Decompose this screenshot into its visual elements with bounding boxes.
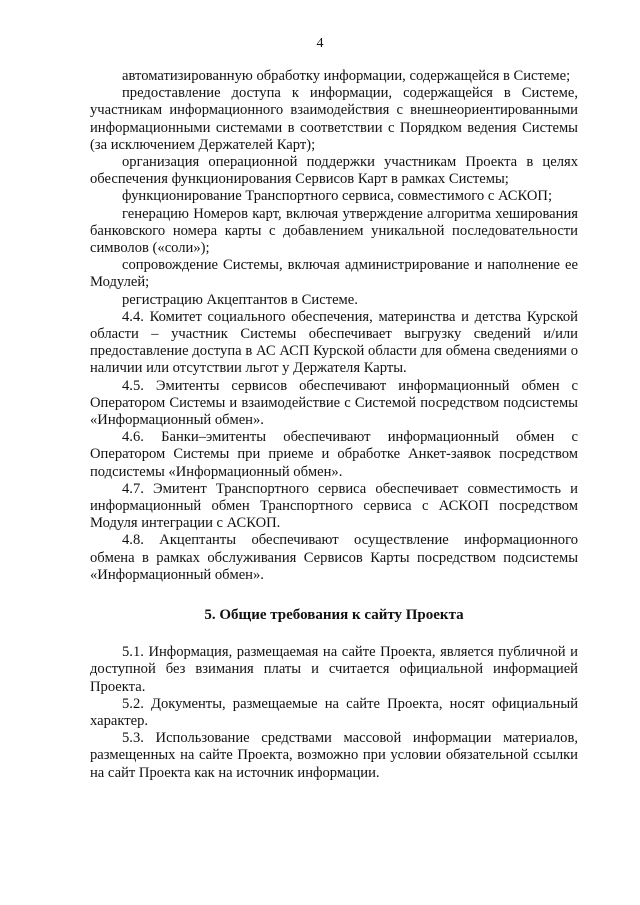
paragraph-automated-processing: автоматизированную обработку информации, содержащейся в Системе; xyxy=(122,68,571,84)
paragraph-operational-support: организация операционной поддержки участникам Проекта в целях обеспечения функционирования Сервисов Карт в рамках Системы; xyxy=(90,154,578,188)
paragraph-4-4: 4.4. Комитет социального обеспечения, материнства и детства Курской области – участник Системы обеспечивает выгрузку сведений и/или предоставление доступа в АС АСП Курской области для обмена сведениями о наличии или отсутствии льгот у Держателя Карты. xyxy=(90,308,578,377)
paragraph-4-8: 4.8. Акцептанты обеспечивают осуществление информационного обмена в рамках обслуживания Сервисов Карты посредством подсистемы «Информационный обмен». xyxy=(90,532,578,583)
paragraph-4-5: 4.5. Эмитенты сервисов обеспечивают информационный обмен с Оператором Системы и взаимодействие с Системой посредством подсистемы «Информационный обмен». xyxy=(90,377,578,429)
paragraph-acceptant-registration: регистрацию Акцептантов в Системе. xyxy=(122,291,358,308)
paragraph-4-6: 4.6. Банки–эмитенты обеспечивают информационный обмен с Оператором Системы при приеме и обработке Анкет-заявок посредством подсистемы «Информационный обмен». xyxy=(90,429,578,480)
paragraph-access-provision: предоставление доступа к информации, содержащейся в Системе, участникам информационного взаимодействия с внешнеориентированными информационными системами в соответствии с Порядком ведения Системы (за исключением Держателей Карт); xyxy=(90,85,578,153)
paragraph-card-number-generation: генерацию Номеров карт, включая утверждение алгоритма хеширования банковского номера карты с добавлением уникальной последовательности символов («соли»); xyxy=(90,205,578,257)
document-body xyxy=(90,68,578,782)
page-number: 4 xyxy=(316,36,324,51)
section-heading: 5. Общие требования к сайту Проекта xyxy=(204,607,464,624)
paragraph-5-3: 5.3. Использование средствами массовой информации материалов, размещенных на сайте Проекта, возможно при условии обязательной ссылки на сайт Проекта как на источник информации. xyxy=(90,730,578,781)
paragraph-system-maintenance: сопровождение Системы, включая администрирование и наполнение ее Модулей; xyxy=(90,257,578,291)
paragraph-4-7: 4.7. Эмитент Транспортного сервиса обеспечивает совместимость и информационный обмен Транспортного сервиса с АСКОП посредством Модуля интеграции с АСКОП. xyxy=(90,480,578,532)
paragraph-5-1: 5.1. Информация, размещаемая на сайте Проекта, является публичной и доступной без взимания платы и считается официальной информацией Проекта. xyxy=(90,644,578,695)
paragraph-transport-service: функционирование Транспортного сервиса, совместимого с АСКОП; xyxy=(122,188,553,205)
paragraph-5-2: 5.2. Документы, размещаемые на сайте Проекта, носят официальный характер. xyxy=(90,695,578,729)
